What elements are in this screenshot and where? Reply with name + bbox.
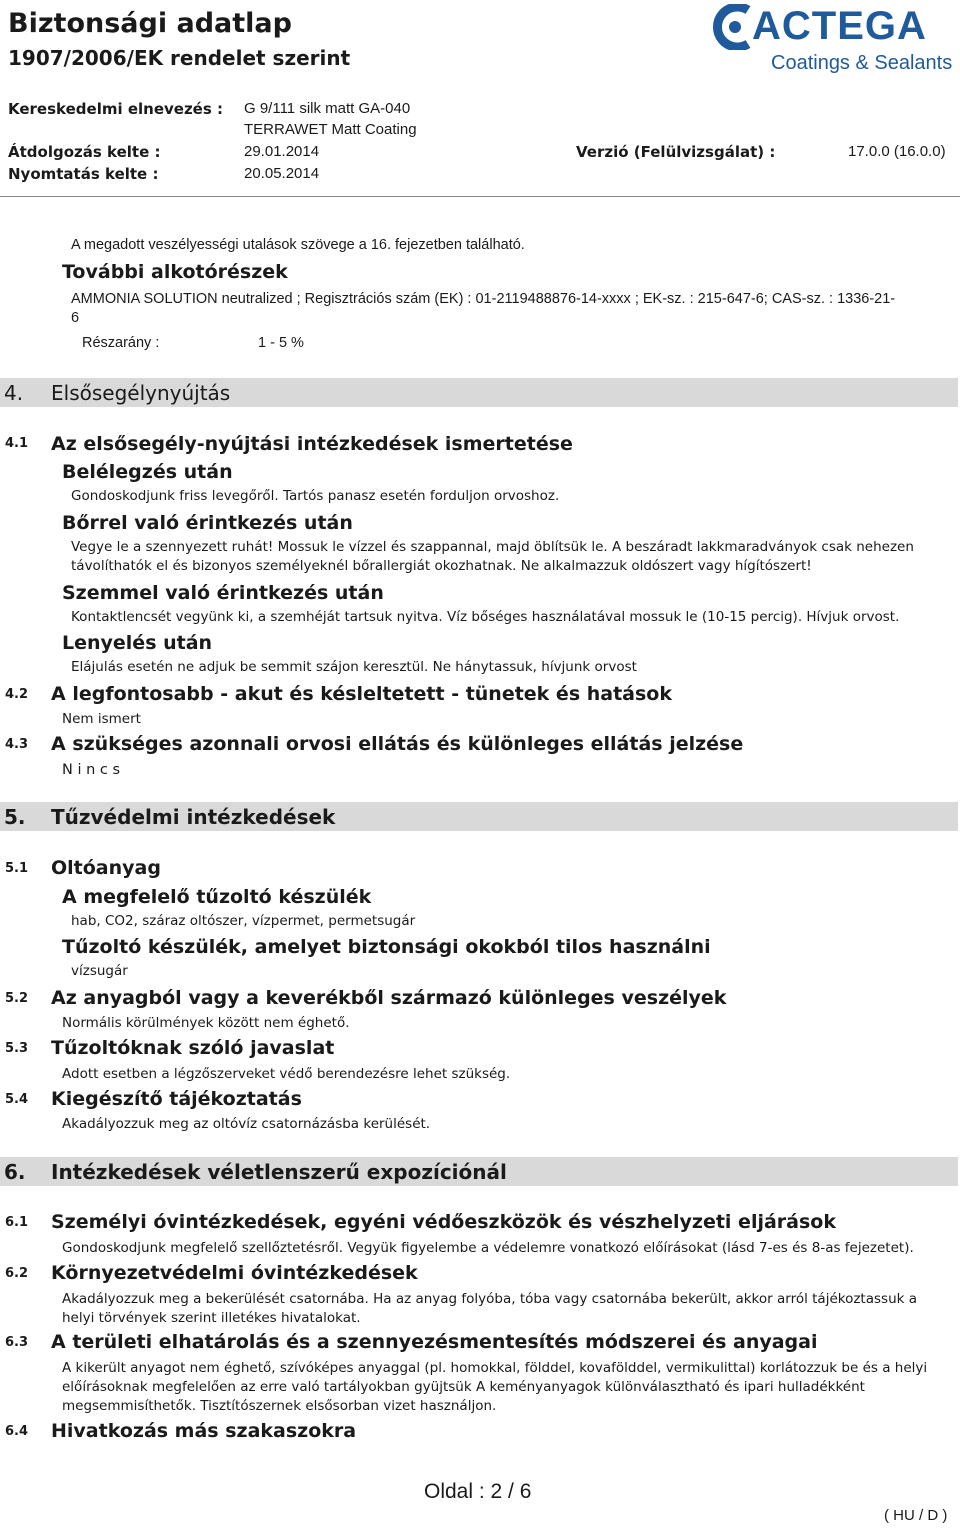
section-5-4-text: Akadályozzuk meg az oltóvíz csatornázásba kerülését. — [62, 1116, 431, 1132]
section-4-number: 4. — [4, 381, 24, 405]
section-4-3-text: N i n c s — [62, 762, 121, 778]
other-components-title: További alkotórészek — [62, 261, 288, 283]
section-4-3-number: 4.3 — [5, 737, 29, 752]
trade-name-line1: G 9/111 silk matt GA-040 — [244, 100, 411, 117]
section-4-2-text: Nem ismert — [62, 711, 141, 727]
section-6-4-title: Hivatkozás más szakaszokra — [51, 1420, 357, 1442]
section-5-number: 5. — [4, 805, 26, 829]
section-5-2-number: 5.2 — [5, 991, 29, 1006]
section-4-3-title: A szükséges azonnali orvosi ellátás és különleges ellátás jelzése — [51, 733, 744, 755]
suitable-media-title: A megfelelő tűzoltó készülék — [62, 886, 372, 908]
actega-logo — [708, 4, 958, 74]
section-6-3-text-2: előírásoknak megfelelően az erre való tartályokban gyüjtsük A keményanyagok különválasztható és ipari hulladékként — [62, 1379, 865, 1395]
section-4-2-number: 4.2 — [5, 687, 29, 702]
language-code: ( HU / D ) — [884, 1507, 948, 1524]
trade-name-line2: TERRAWET Matt Coating — [244, 121, 417, 138]
section-6-3-text-1: A kikerült anyagot nem éghető, szívóképes anyaggal (pl. homokkal, földdel, kovafölddel, vermikulittal) korlátozzuk be és a helyi — [62, 1360, 928, 1376]
section-5-bar — [0, 802, 958, 831]
version-label: Verzió (Felülvizsgálat) : — [576, 143, 776, 161]
logo-wordmark: ACTEGA — [752, 4, 927, 48]
section-4-title: Elsősegélynyújtás — [51, 381, 231, 405]
page-number: Oldal : 2 / 6 — [424, 1480, 532, 1503]
section-6-number: 6. — [4, 1160, 26, 1184]
section-6-1-text: Gondoskodjunk megfelelő szellőztetésről. Vegyük figyelembe a védelemre vonatkozó előírásokat (lásd 7-es és 8-as fejezetet). — [62, 1240, 914, 1256]
section-5-1-title: Oltóanyag — [51, 857, 161, 879]
eye-contact-title: Szemmel való érintkezés után — [62, 582, 384, 604]
section-6-bar — [0, 1157, 958, 1186]
print-label: Nyomtatás kelte : — [8, 165, 159, 183]
section-4-2-title: A legfontosabb - akut és késleltetett - tünetek és hatások — [51, 683, 672, 705]
unsuitable-media-title: Tűzoltó készülék, amelyet biztonsági okokból tilos használni — [62, 936, 711, 958]
inhalation-text: Gondoskodjunk friss levegőről. Tartós panasz esetén forduljon orvoshoz. — [71, 488, 560, 504]
suitable-media-text: hab, CO2, száraz oltószer, vízpermet, permetsugár — [71, 913, 416, 929]
share-value: 1 - 5 % — [258, 335, 304, 351]
section-4-bar — [0, 378, 958, 407]
revision-label: Átdolgozás kelte : — [8, 143, 161, 161]
section-6-2-title: Környezetvédelmi óvintézkedések — [51, 1262, 418, 1284]
section-5-4-number: 5.4 — [5, 1092, 29, 1107]
inhalation-title: Belélegzés után — [62, 461, 233, 483]
section-5-2-text: Normális körülmények között nem éghető. — [62, 1015, 350, 1031]
skin-contact-text-2: távolíthatók el és bizonyos személyeknél bőrallergiát okozhatnak. Ne alkalmazzuk oldószert vagy hígítószert! — [71, 558, 812, 574]
section-6-2-number: 6.2 — [5, 1266, 29, 1281]
section-6-3-number: 6.3 — [5, 1335, 29, 1350]
section-5-title: Tűzvédelmi intézkedések — [51, 805, 336, 829]
section-4-1-title: Az elsősegély-nyújtási intézkedések ismertetése — [51, 433, 573, 455]
section-6-2-text-1: Akadályozzuk meg a bekerülését csatornába. Ha az anyag folyóba, tóba vagy csatornába bekerült, akkor arról tájékoztassuk a — [62, 1291, 918, 1307]
section-5-4-title: Kiegészítő tájékoztatás — [51, 1088, 302, 1110]
document-subtitle: 1907/2006/EK rendelet szerint — [8, 46, 351, 70]
hazard-note: A megadott veszélyességi utalások szövege a 16. fejezetben található. — [71, 237, 525, 253]
section-6-3-text-3: megsemmisíthetők. Tisztítószernek elsősorban vizet használjon. — [62, 1398, 497, 1414]
share-label: Részarány : — [82, 335, 160, 351]
revision-date: 29.01.2014 — [244, 143, 320, 160]
skin-contact-title: Bőrrel való érintkezés után — [62, 512, 353, 534]
section-4-1-number: 4.1 — [5, 436, 29, 451]
section-6-1-number: 6.1 — [5, 1215, 29, 1230]
section-5-1-number: 5.1 — [5, 861, 29, 876]
document-title: Biztonsági adatlap — [8, 8, 292, 39]
section-5-3-number: 5.3 — [5, 1041, 29, 1056]
logo-tagline: Coatings & Sealants — [771, 52, 953, 74]
ingestion-title: Lenyelés után — [62, 632, 213, 654]
eye-contact-text: Kontaktlencsét vegyünk ki, a szemhéját tartsuk nyitva. Víz bőséges használatával mossuk le (10-15 percig). Hívjuk orvost. — [71, 609, 900, 625]
component-line1: AMMONIA SOLUTION neutralized ; Regisztrációs szám (EK) : 01-2119488876-14-xxxx ; EK-sz. : 215-647-6; CAS-sz. : 1336-21- — [71, 291, 896, 307]
skin-contact-text-1: Vegye le a szennyezett ruhát! Mossuk le vízzel és szappannal, majd öblítsük le. A beszáradt lakkmaradványok csak nehezen — [71, 539, 914, 555]
section-5-3-text: Adott esetben a légzőszerveket védő berendezésre lehet szükség. — [62, 1066, 511, 1082]
version-value: 17.0.0 (16.0.0) — [848, 143, 946, 160]
ingestion-text: Eláj​ulás esetén ne adjuk be semmit szájon keresztül. Ne hánytassuk, hívjunk orvost — [71, 659, 637, 675]
section-6-2-text-2: helyi törvények szerint illetékes hivatalokat. — [62, 1310, 361, 1326]
component-line2: 6 — [71, 310, 80, 326]
print-date: 20.05.2014 — [244, 165, 320, 182]
section-6-title: Intézkedések véletlenszerű expozíciónál — [51, 1160, 507, 1184]
section-6-1-title: Személyi óvintézkedések, egyéni védőeszközök és vészhelyzeti eljárások — [51, 1211, 836, 1233]
section-5-2-title: Az anyagból vagy a keverékből származó különleges veszélyek — [51, 987, 727, 1009]
section-6-3-title: A területi elhatárolás és a szennyezésmentesítés módszerei és anyagai — [51, 1331, 818, 1353]
trade-name-label: Kereskedelmi elnevezés : — [8, 100, 223, 118]
header-divider — [0, 196, 960, 197]
unsuitable-media-text: vízsugár — [71, 963, 128, 979]
section-5-3-title: Tűzoltóknak szóló javaslat — [51, 1037, 335, 1059]
section-6-4-number: 6.4 — [5, 1424, 29, 1439]
